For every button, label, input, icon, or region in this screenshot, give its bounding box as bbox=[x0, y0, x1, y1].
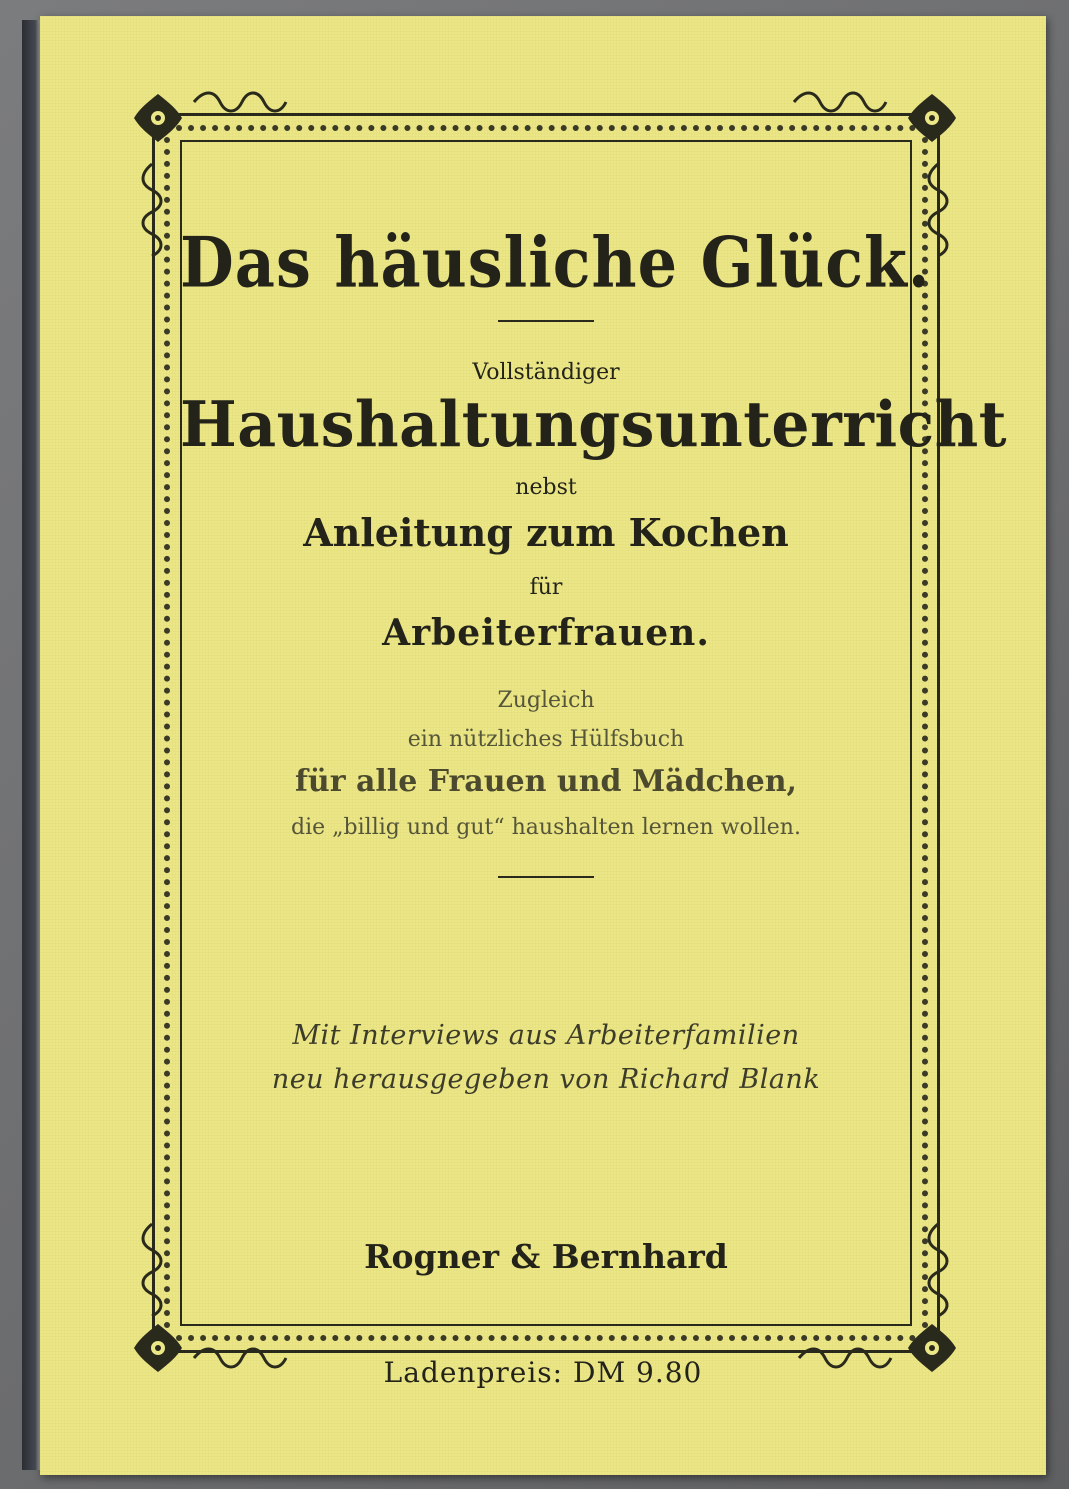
title-divider bbox=[498, 320, 594, 322]
subtitle-billig-und-gut: die „billig und gut“ haushalten lernen wollen. bbox=[291, 815, 801, 840]
subtitle-fuer: für bbox=[529, 575, 563, 600]
interviews-line: Mit Interviews aus Arbeiterfamilien bbox=[292, 1020, 800, 1051]
subtitle-huelfsbuch: ein nützliches Hülfsbuch bbox=[407, 727, 685, 752]
subtitle-zugleich: Zugleich bbox=[497, 688, 595, 713]
subtitle-nebst: nebst bbox=[515, 475, 577, 500]
middle-divider bbox=[498, 876, 594, 878]
scroll-ornament-top-left bbox=[190, 90, 290, 114]
heading-arbeiterfrauen: Arbeiterfrauen. bbox=[382, 612, 710, 654]
scroll-ornament-left-lower bbox=[140, 1220, 164, 1320]
publisher-name: Rogner & Bernhard bbox=[364, 1237, 728, 1276]
price-label: Ladenpreis: DM 9.80 bbox=[383, 1356, 703, 1389]
book-title: Das häusliche Glück. bbox=[180, 221, 931, 304]
scroll-ornament-left-upper bbox=[140, 160, 164, 260]
heading-frauen-maedchen: für alle Frauen und Mädchen, bbox=[295, 764, 797, 799]
corner-ornament-top-right bbox=[902, 88, 962, 148]
editor-line: neu herausgegeben von Richard Blank bbox=[271, 1064, 821, 1095]
corner-ornament-top-left bbox=[128, 88, 188, 148]
scroll-ornament-top-right bbox=[790, 90, 890, 114]
subtitle-vollstaendiger: Vollständiger bbox=[472, 360, 620, 385]
main-heading: Haushaltungsunterricht bbox=[180, 388, 1007, 462]
heading-anleitung: Anleitung zum Kochen bbox=[303, 510, 789, 555]
scroll-ornament-right-lower bbox=[926, 1220, 950, 1320]
